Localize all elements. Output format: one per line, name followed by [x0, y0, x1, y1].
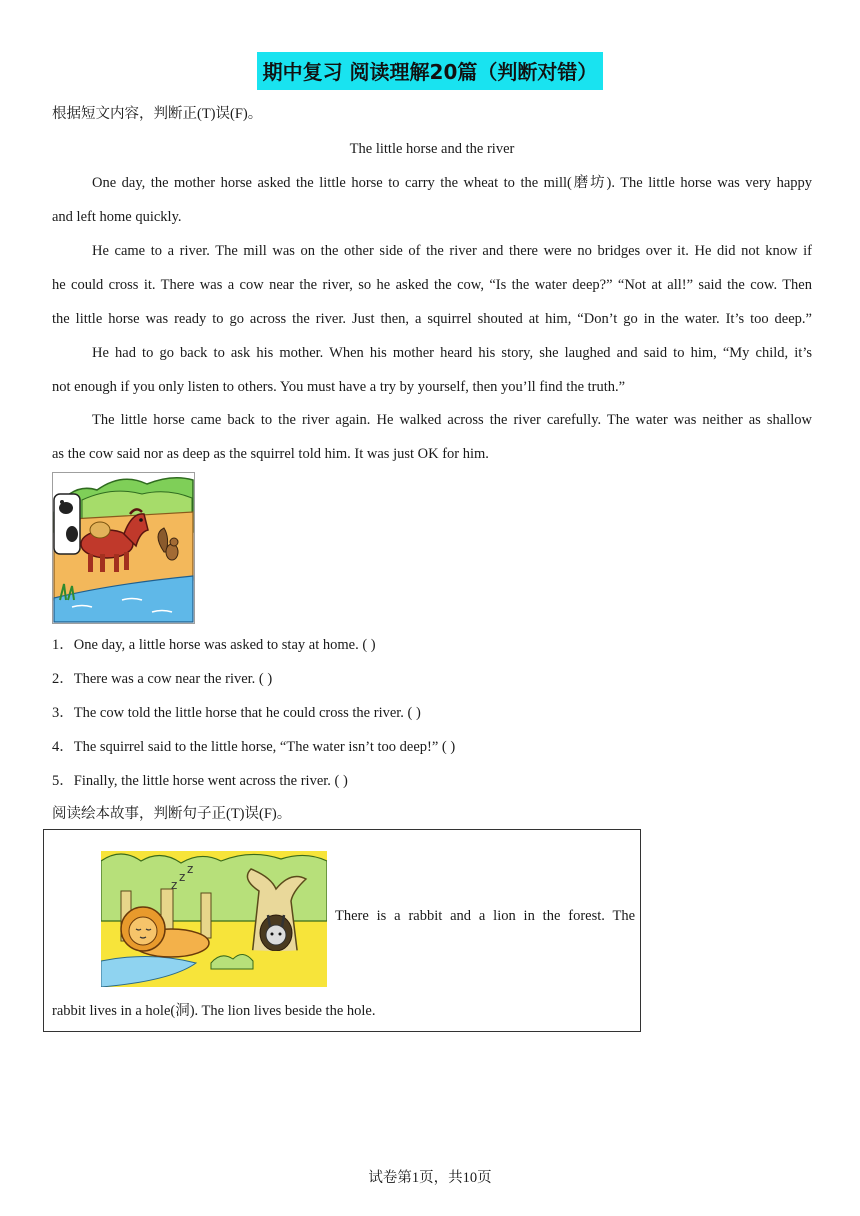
page-title: 期中复习 阅读理解20篇（判断对错）: [257, 52, 604, 90]
story-line-5: the little horse was ready to go across the river. Just then, a squirrel shouted at him, “Don’t go in the water. It’s too deep.”: [52, 311, 812, 327]
story-title: The little horse and the river: [349, 141, 515, 157]
story-line-8: The little horse came back to the river again. He walked across the river carefully. The water was neither as shallow: [92, 412, 812, 428]
question-3: 3．The cow told the little horse that he could cross the river. ( ): [52, 705, 421, 721]
title-wrap: [0, 52, 860, 90]
question-1: 1．One day, a little horse was asked to stay at home. ( ): [52, 637, 376, 653]
story-line-9: as the cow said nor as deep as the squirrel told him. It was just OK for him.: [52, 446, 489, 462]
section2-instruction: 阅读绘本故事，判断句子正(T)误(F)。: [52, 806, 292, 822]
story-line-4: he could cross it. There was a cow near the river, so he asked the cow, “Is the water deep?” “Not at all!” said the cow. Then: [52, 277, 812, 293]
lion-rabbit-picture: [101, 851, 327, 987]
story-line-6: He had to go back to ask his mother. When his mother heard his story, she laughed and said to him, “My child, it’s: [92, 345, 812, 361]
question-5: 5．Finally, the little horse went across the river. ( ): [52, 773, 348, 789]
svg-text:z: z: [179, 870, 186, 884]
box-text-line-1: There is a rabbit and a lion in the forest. The: [335, 908, 635, 924]
story-line-2: and left home quickly.: [52, 209, 182, 225]
question-4: 4．The squirrel said to the little horse, “The water isn’t too deep!” ( ): [52, 739, 456, 755]
svg-text:z: z: [187, 862, 194, 876]
box-text-line-2: rabbit lives in a hole(洞). The lion lives beside the hole.: [52, 1003, 376, 1019]
story-line-1: One day, the mother horse asked the little horse to carry the wheat to the mill(磨坊). The little horse was very happy: [92, 175, 812, 191]
svg-text:z: z: [171, 878, 178, 892]
story-line-7: not enough if you only listen to others. You must have a try by yourself, then you’ll find the truth.”: [52, 379, 626, 395]
horse-river-picture: [52, 472, 195, 624]
question-2: 2．There was a cow near the river. ( ): [52, 671, 273, 687]
section1-instruction: 根据短文内容，判断正(T)误(F)。: [52, 106, 263, 122]
page-footer: 试卷第1页，共10页: [368, 1170, 492, 1186]
story-line-3: He came to a river. The mill was on the other side of the river and there were no bridges over it. He did not know if: [92, 243, 812, 259]
